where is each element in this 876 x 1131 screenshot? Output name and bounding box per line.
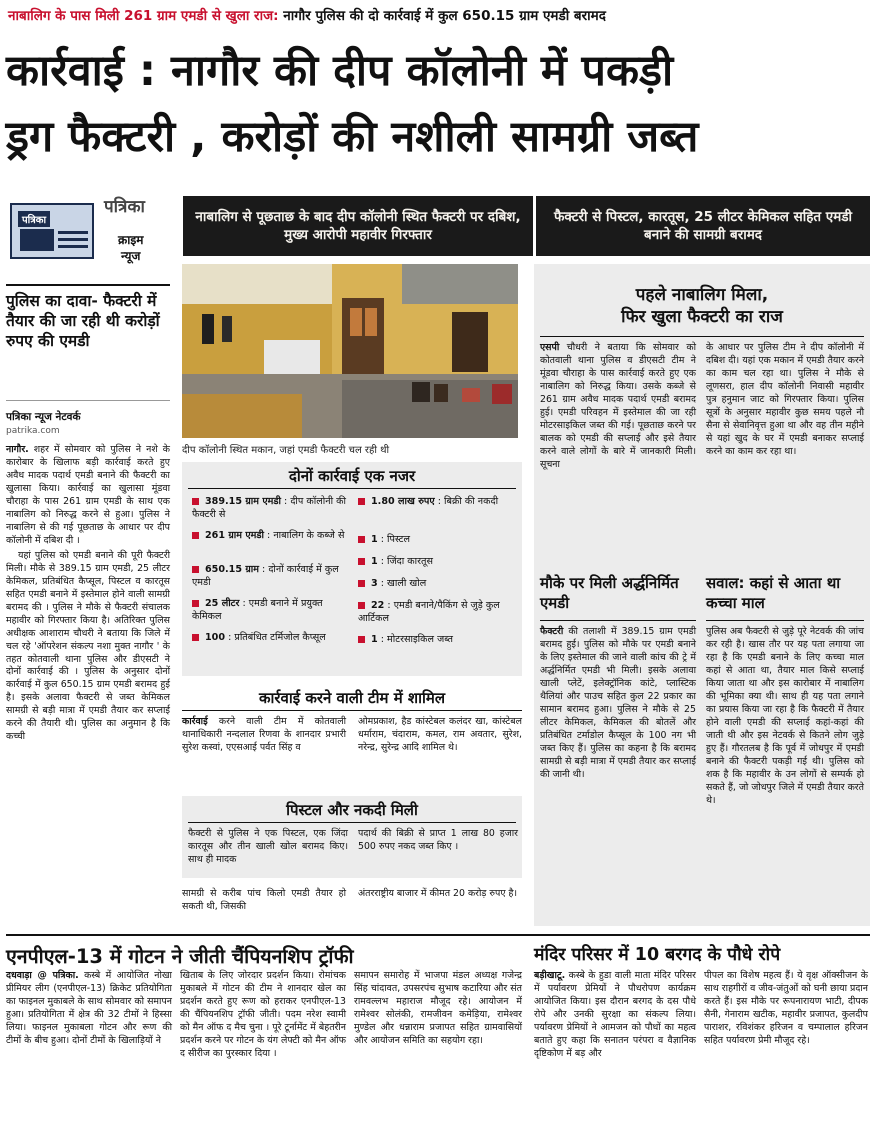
team-right: ओमप्रकाश, हैड कांस्टेबल कलंदर खा, कांस्टेबल धर्माराम, चंदाराम, कमल, राम अवतार, सुरेश, नरेन्द्र, सुरेन्द्र आदि शामिल थे। xyxy=(358,716,522,753)
byline: पत्रिका न्यूज नेटवर्क xyxy=(6,411,81,423)
mandir-dateline: बड़ीखाटू. xyxy=(534,970,566,981)
band-right: फैक्टरी से पिस्टल, कारतूस, 25 लीटर केमिकल सहित एमडी बनाने की सामग्री बरामद xyxy=(536,196,870,256)
sidebar-lead: एसपी xyxy=(540,342,560,353)
continuation-right: अंतरराष्ट्रीय बाजार में कीमत 20 करोड़ रुपए है। xyxy=(358,888,518,899)
factory-photo xyxy=(182,264,518,438)
headline-line-2: ड्रग फैक्टरी , करोड़ों की नशीली सामग्री जब्त xyxy=(6,112,699,162)
pistol-left: फैक्टरी से पुलिस ने एक पिस्टल, एक जिंदा कारतूस और तीन खाली खोल बरामद किए। साथ ही मादक xyxy=(188,828,348,865)
patrika-logo xyxy=(10,203,94,259)
sidebar-body-1-text: की तलाशी में 389.15 ग्राम एमडी बरामद हुई। पुलिस को मौके पर एमडी बनाने के लिए इस्तेमाल की जाने वाली कांच की ट्रे में अर्द्धनिर्मित एमडी भी मिली। इसके अलावा खाली प्लेटें, इलेक्ट्रॉनिक कांटे, प्लास्टिक थैलियां और पाउच सहित कुल 22 प्रकार का सामान बरामद हुआ। पुलिस ने मौके से 25 लीटर केमिकल, केमिकल की बोतलें और प्रतिबंधित टर्माडोल कैप्सूल के 100 नग भी जब्त किए हैं। पुलिस का कहना है कि बरामद सामग्री से बड़ी मात्रा में एमडी तैयार कर सप्लाई की जानी थी। xyxy=(540,626,696,780)
team-lead: कार्रवाई xyxy=(182,716,208,727)
glance-title: दोनों कार्रवाई एक नजर xyxy=(288,467,416,485)
kicker-line xyxy=(8,6,606,24)
continuation-left: सामग्री से करीब पांच किलो एमडी तैयार हो सकती थी, जिसकी xyxy=(182,888,346,912)
sidebar-col-2: के आधार पर पुलिस टीम ने दीप कॉलोनी में दबिश दी। यहां एक मकान में एमडी तैयार करने का काम चल रहा था। पुलिस ने मौके से लूणसरा, हाल दीप कॉलोनी निवासी महावीर पुत्र हनुमान जाट को गिरफ्तार किया। पुलिस सूत्रों के अनुसार महावीर कुछ समय पहले नौ सैना से सेवानिवृत्त हुआ था और वह तीन महीने से यहां खुद के घर में एमडी बनाकर सप्लाई करने का काम कर रहा था। xyxy=(706,342,864,457)
npl-dateline: दधवाड़ा @ पत्रिका. xyxy=(6,970,79,981)
sidebar-col-1 xyxy=(540,342,696,472)
glance-item: 1 : मोटरसाइकिल जब्त xyxy=(358,634,518,656)
logo-label: पत्रिका xyxy=(18,211,50,227)
glance-item: 3 : खाली खोल xyxy=(358,578,518,600)
npl-col-2: खिताब के लिए जोरदार प्रदर्शन किया। रोमांचक मुकाबले में गोटन की टीम ने शानदार खेल का प्रदर्शन करते हुए रूण को हराकर एनपीएल-13 की चैंपियनशिप ट्रॉफी जीती। पदम नरेश स्वामी को मैन ऑफ द मैच चुना । पूरे टूर्नामेंट में बेहतरीन प्रदर्शन करने पर गोटन के यंग लेफ्टी को मैन ऑफ द सीरीज का पुरस्कार दिया । xyxy=(180,970,346,1059)
category-line-2: न्यूज xyxy=(121,249,141,264)
site-url: patrika.com xyxy=(6,426,60,436)
team-left-text: करने वाली टीम में कोतवाली थानाधिकारी नन्दलाल रिणवा के शानदार प्रभारी सुरेश कस्वां, एएसआई पर्वत सिंह व xyxy=(182,716,346,753)
left-col-para-2: यहां पुलिस को एमडी बनाने की पूरी फैक्टरी मिली। मौके से 389.15 ग्राम एमडी, 25 लीटर केमिकल, प्रतिबंधित कैप्सूल, पिस्टल व कारतूस सहित एमडी बनाने में इस्तेमाल होने वाली सामग्री बरामद की । पुलिस ने मौके से फैक्टरी संचालक महावीर को गिरफ्तार किया है। अतिरिक्त पुलिस अधीक्षक आशाराम चौधरी ने बताया कि जिले में चल रहे 'ऑपरेशन संकल्प नशा मुक्त नागौर ' के तहत कोतवाली थाना पुलिस और डीएसटी ने दोनों कार्रवाई की । पुलिस के अनुसार दोनों कार्रवाई में कुल 650.15 ग्राम एमडी बरामद हुई है। इसके अलावा फैक्टरी से जब्त केमिकल सामग्री से बड़ी मात्रा में एमडी तैयार कर सप्लाई करने की तैयारी थी। पुलिस का अनुमान है कि कच्ची xyxy=(6,549,170,743)
mandir-title: मंदिर परिसर में 10 बरगद के पौधे रोपे xyxy=(534,945,781,965)
sidebar-body-1 xyxy=(540,626,696,782)
glance-left-list xyxy=(192,496,352,666)
glance-item: 261 ग्राम एमडी : नाबालिग के कब्जे से xyxy=(192,530,352,564)
headline-line-1: कार्रवाई : नागौर की दीप कॉलोनी में पकड़ी xyxy=(6,46,674,96)
glance-item: 100 : प्रतिबंधित टर्मिजोल कैप्सूल xyxy=(192,632,352,666)
mandir-col-2: पीपल का विशेष महत्व हैं। ये वृक्ष ऑक्सीजन के साथ राहगीरों व जीव-जंतुओं को घनी छाया प्रदान करते हैं। इस मौके पर रूपनारायण भाटी, दीपक सैनी, गेनाराम खटीक, महावीर प्रजापत, कुलदीप पाराशर, रविशंकर हरिजन व चम्पालाल हरिजन सहित पर्यावरण प्रेमी मौजूद रहे। xyxy=(704,970,868,1046)
glance-item: 389.15 ग्राम एमडी : दीप कॉलोनी की फैक्टरी से xyxy=(192,496,346,520)
brand-name: पत्रिका xyxy=(104,197,145,217)
glance-item: 22 : एमडी बनाने/पैकिंग से जुड़े कुल आर्टिकल xyxy=(358,600,500,624)
npl-col-1-text: कस्बे में आयोजित नोखा प्रीमियर लीग (एनपीएल-13) क्रिकेट प्रतियोगिता का फाइनल मुकाबले के साथ सोमवार को समापन हुआ। प्रतियोगिता में क्षेत्र की 32 टीमों ने हिस्सा लिया। फाइनल मुकाबला गोटन और रूण की टीमों के बीच हुआ। दोनों टीमों के खिलाड़ियों ने xyxy=(6,970,172,1046)
kicker-highlight: नाबालिग के पास मिली 261 ग्राम एमडी से खुला राज: xyxy=(8,8,279,24)
newspaper-icon xyxy=(20,229,54,251)
sidebar-col-1-text: चौधरी ने बताया कि सोमवार को कोतवाली थाना पुलिस व डीएसटी टीम ने मूंडवा चौराहा के पास कार्रवाई करते हुए एक नाबालिग को निरुद्ध किया। उसके कब्जे से 261 ग्राम अवैध मादक पदार्थ एमडी बरामद हुई। एमडी परिवहन में इस्तेमाल की जा रही मोटरसाइकिल जब्त की गई। पूछताछ करने पर बालक को एमडी की सप्लाई और इसे तैयार करने वाले लोगों के बारे में जानकारी मिली। सूचना xyxy=(540,342,696,470)
sidebar-body-1-lead: फैक्टरी xyxy=(540,626,564,637)
pistol-title: पिस्टल और नकदी मिली xyxy=(286,801,418,819)
mandir-col-1 xyxy=(534,970,696,1061)
glance-item: 1 : जिंदा कारतूस xyxy=(358,556,518,578)
team-left xyxy=(182,716,346,755)
left-col-heading: पुलिस का दावा- फैक्टरी में तैयार की जा रही थी करोड़ों रुपए की एमडी xyxy=(6,292,160,350)
team-title: कार्रवाई करने वाली टीम में शामिल xyxy=(259,689,445,707)
npl-col-1 xyxy=(6,970,172,1048)
left-col-para-1: शहर में सोमवार को पुलिस ने नशे के कारोबार के खिलाफ बड़ी कार्रवाई करते हुए अवैध मादक पदार्थ एमडी बनाने की फैक्टरी का खुलासा किया। कार्रवाई का खुलासा मूंडवा चौराहा के पास 261 ग्राम एमडी के साथ एक नाबालिग को निरुद्ध करने से हुआ। पुलिस ने नाबालिग से की गई पूछताछ के आधार पर दीप कॉलोनी में दबिश दी । xyxy=(6,444,170,546)
sidebar-subhead-2: सवाल: कहां से आता था कच्चा माल xyxy=(706,574,841,612)
sidebar-title-line-2: फिर खुला फैक्टरी का राज xyxy=(621,307,783,328)
glance-item: 650.15 ग्राम : दोनों कार्रवाई में कुल एमडी xyxy=(192,564,339,588)
category-label xyxy=(118,232,143,264)
npl-title: एनपीएल-13 में गोटन ने जीती चैंपियनशिप ट्रॉफी xyxy=(6,945,354,968)
sidebar-title xyxy=(534,284,870,328)
glance-item: 1.80 लाख रुपए : बिक्री की नकदी xyxy=(358,496,518,534)
category-line-1: क्राइम xyxy=(118,233,144,247)
photo-caption: दीप कॉलोनी स्थित मकान, जहां एमडी फैक्टरी चल रही थी xyxy=(182,445,390,456)
sidebar-subhead-1: मौके पर मिली अर्द्धनिर्मित एमडी xyxy=(540,574,679,612)
glance-item: 1 : पिस्टल xyxy=(358,534,518,556)
sidebar-title-line-1: पहले नाबालिग मिला, xyxy=(635,285,769,305)
kicker-rest: नागौर पुलिस की दो कार्रवाई में कुल 650.15 ग्राम एमडी बरामद xyxy=(278,8,606,24)
left-col-body xyxy=(6,444,170,744)
npl-col-3: समापन समारोह में भाजपा मंडल अध्यक्ष गजेन्द्र सिंह चांदावत, उपसरपंच सुभाष कटारिया और संत रामवल्लभ महाराज मौजूद रहे। आयोजन में रामेश्वर सोलंकी, रामजीवन कमेड़िया, रामेश्वर मुण्डेल और धन्नाराम प्रजापत सहित ग्रामवासियों और आयोजन समिति का सहयोग रहा। xyxy=(354,970,522,1046)
band-left: नाबालिग से पूछताछ के बाद दीप कॉलोनी स्थित फैक्टरी पर दबिश, मुख्य आरोपी महावीर गिरफ्तार xyxy=(183,196,533,256)
glance-right-list xyxy=(358,496,518,656)
dateline: नागौर. xyxy=(6,444,29,455)
pistol-right: पदार्थ की बिक्री से प्राप्त 1 लाख 80 हजार 500 रुपए नकद जब्त किए । xyxy=(358,828,518,852)
sidebar-body-2: पुलिस अब फैक्टरी से जुड़े पूरे नेटवर्क की जांच कर रही है। खास तौर पर यह पता लगाया जा रहा है कि एमडी बनाने के लिए कच्चा माल कहां से आता था, तैयार माल किसे सप्लाई किया जाता था और इस कारोबार में नाबालिग की भूमिका क्या थी। साथ ही यह पता लगाने का प्रयास किया जा रहा है कि फैक्टरी में तैयार होने वाली एमडी की सप्लाई कहां-कहां की जाती थी और इस नेटवर्क से कितने लोग जुड़े हुए हैं। गौरतलब है कि पूर्व में जोधपुर में एमडी बनाने की फैक्टरी पकड़ी गई थी। पुलिस को शक है कि महावीर के उन लोगों से सम्पर्क हो सकते हैं, जो जोधपुर जिले में एमडी तैयार करते थे। xyxy=(706,626,864,806)
mandir-col-1-text: कस्बे के हुडा वाली माता मंदिर परिसर में पर्यावरण प्रेमियों ने पौधरोपण कार्यक्रम आयोजित किया। इस दौरान बरगद के दस पौधे रोपे और उनकी सुरक्षा का संकल्प लिया। पर्यावरण प्रेमियों ने आमजन को पौधों का महत्व बताते हुए कहा कि सनातन परंपरा व वैज्ञानिक दृष्टिकोण में बड़ और xyxy=(534,970,696,1059)
glance-item: 25 लीटर : एमडी बनाने में प्रयुक्त केमिकल xyxy=(192,598,323,622)
